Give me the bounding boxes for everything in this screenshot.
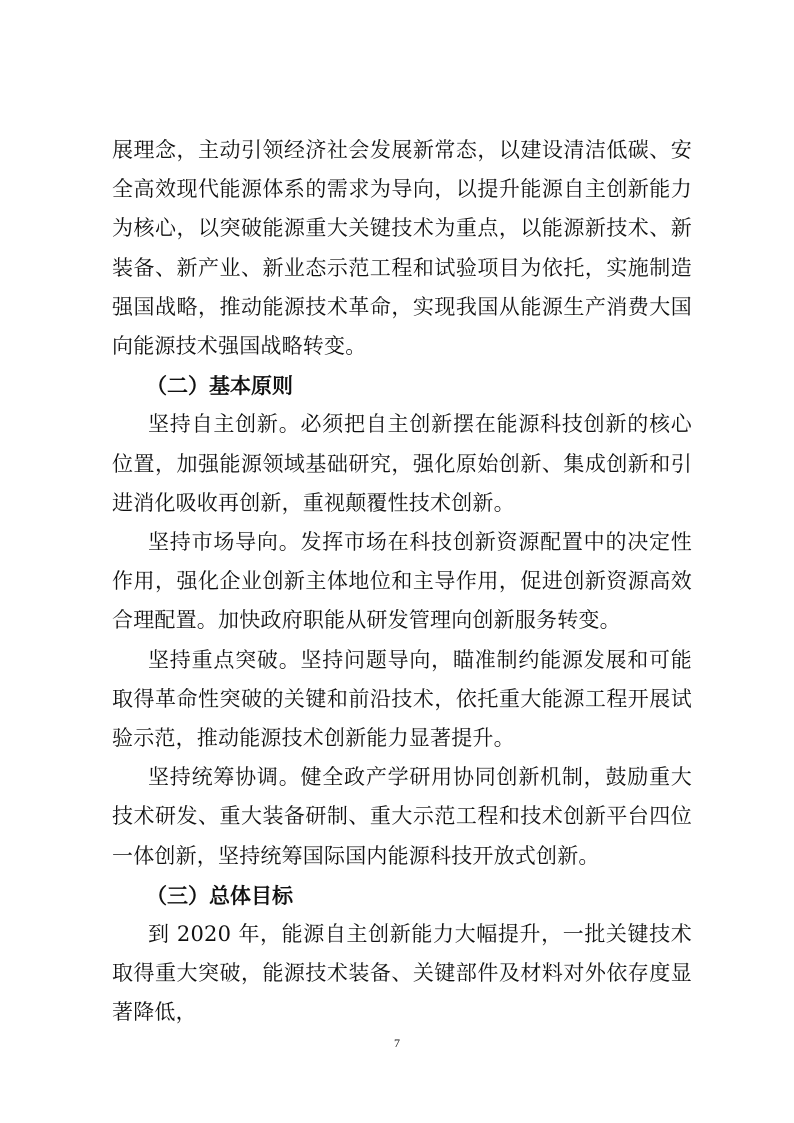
paragraph-intro-continued: 展理念，主动引领经济社会发展新常态，以建设清洁低碳、安全高效现代能源体系的需求为导向，以提升能源自主创新能力为核心，以突破能源重大关键技术为重点，以能源新技术、新装备、新产业、新业态示范工程和试验项目为依托，实施制造强国战略，推动能源技术革命，实现我国从能源生产消费大国向能源技术强国战略转变。 [112, 138, 692, 359]
page-number: 7 [394, 1036, 400, 1050]
section-heading-basic-principles: （二）基本原则 [146, 373, 293, 399]
section-heading-overall-goals: （三）总体目标 [146, 882, 293, 908]
paragraph-key-breakthroughs: 坚持重点突破。坚持问题导向，瞄准制约能源发展和可能取得革命性突破的关键和前沿技术，依托重大能源工程开展试验示范，推动能源技术创新能力显著提升。 [112, 647, 692, 751]
paragraph-market-orientation: 坚持市场导向。发挥市场在科技创新资源配置中的决定性作用，强化企业创新主体地位和主导作用，促进创新资源高效合理配置。加快政府职能从研发管理向创新服务转变。 [112, 530, 692, 633]
paragraph-goals-2020: 到 2020 年，能源自主创新能力大幅提升，一批关键技术取得重大突破，能源技术装备、关键部件及材料对外依存度显著降低， [112, 922, 692, 1025]
document-body [112, 131, 692, 1033]
paragraph-independent-innovation: 坚持自主创新。必须把自主创新摆在能源科技创新的核心位置，加强能源领域基础研究，强化原始创新、集成创新和引进消化吸收再创新，重视颠覆性技术创新。 [112, 412, 692, 515]
paragraph-overall-coordination: 坚持统筹协调。健全政产学研用协同创新机制，鼓励重大技术研发、重大装备研制、重大示范工程和技术创新平台四位一体创新，坚持统筹国际国内能源科技开放式创新。 [112, 765, 692, 868]
